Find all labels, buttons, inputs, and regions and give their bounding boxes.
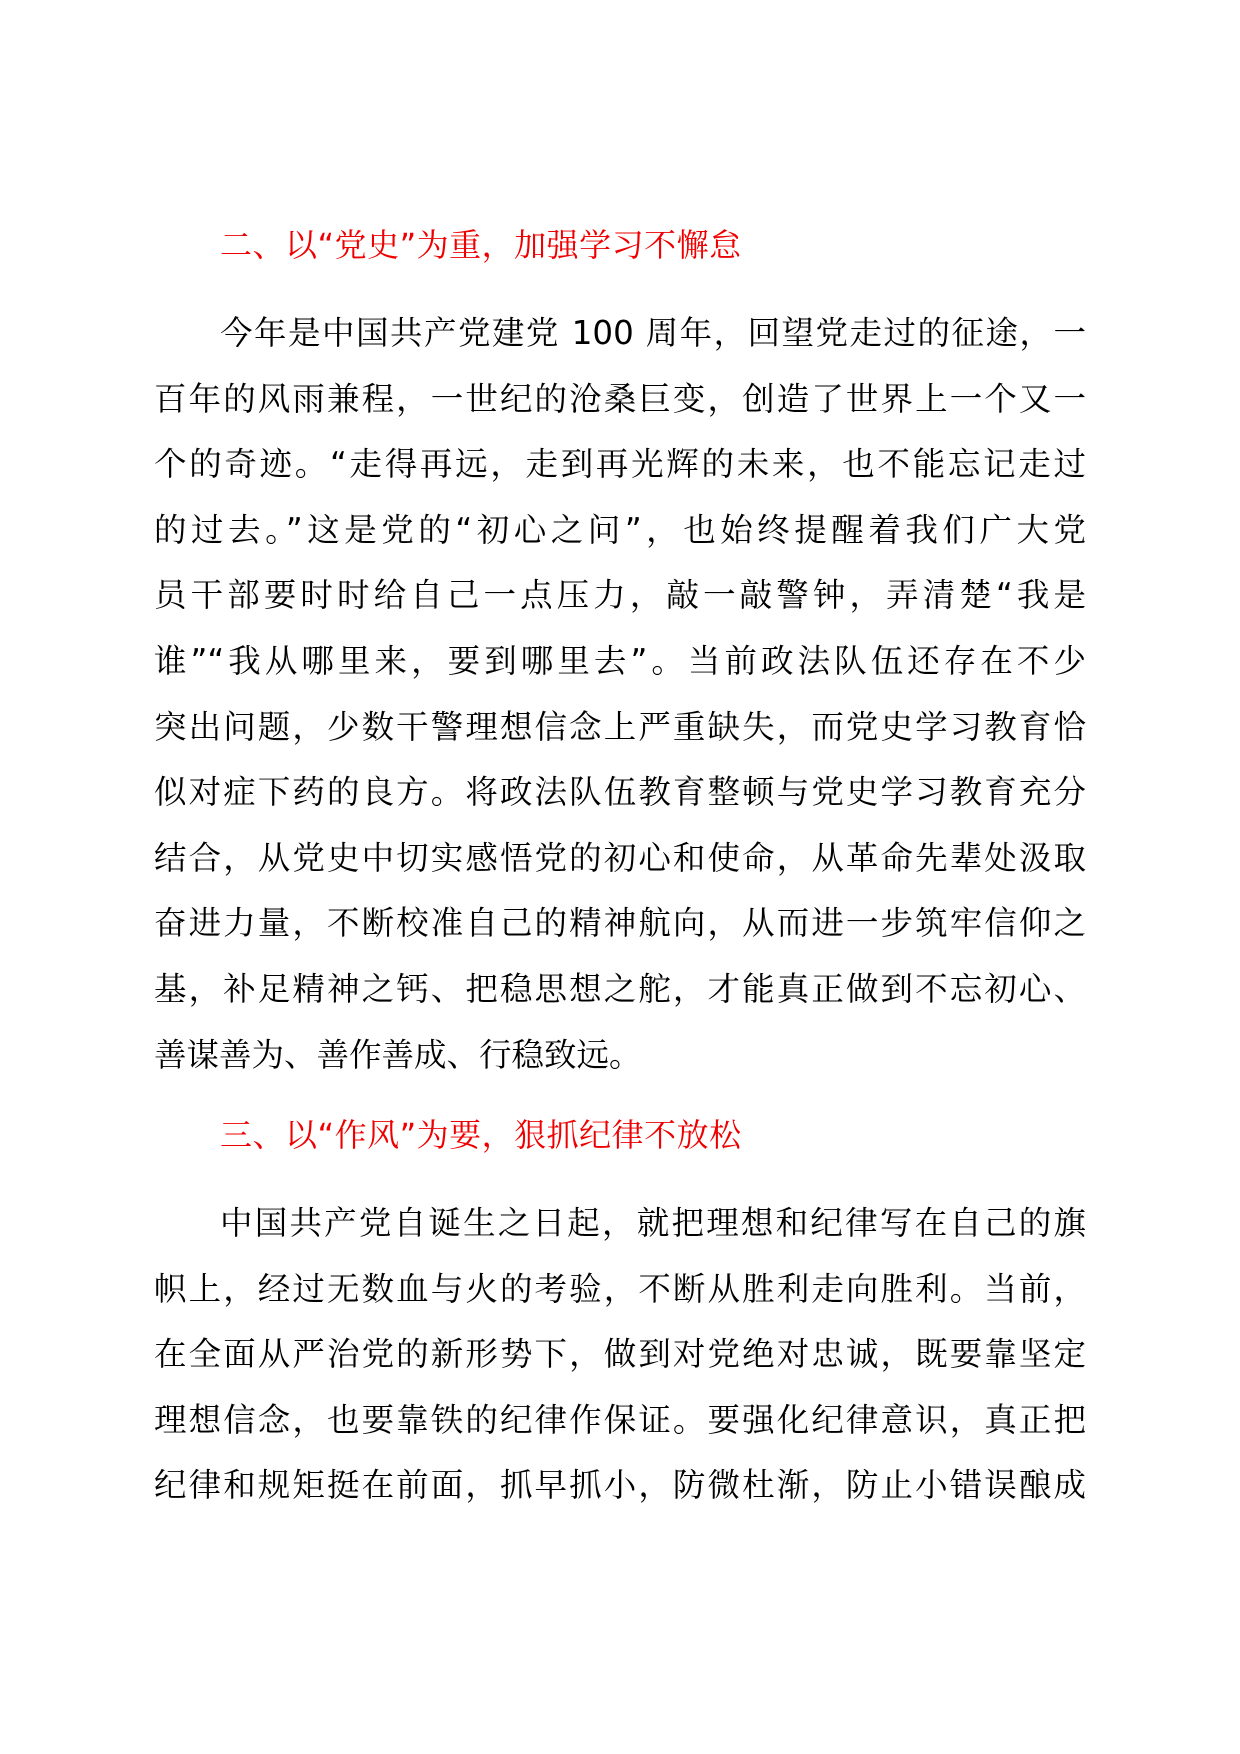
section-heading-3: 三、以“作风”为要，狠抓纪律不放松 <box>220 1116 742 1154</box>
paragraph-line: 帜上，经过无数血与火的考验，不断从胜利走向胜利。当前， <box>154 1269 1086 1308</box>
paragraph-line: 个的奇迹。“走得再远，走到再光辉的未来，也不能忘记走过 <box>154 445 1086 484</box>
paragraph-line: 理想信念，也要靠铁的纪律作保证。要强化纪律意识，真正把 <box>154 1400 1086 1439</box>
paragraph-line: 结合，从党史中切实感悟党的初心和使命，从革命先辈处汲取 <box>154 838 1086 877</box>
paragraph-line: 谁”“我从哪里来，要到哪里去”。当前政法队伍还存在不少 <box>154 641 1086 680</box>
paragraph-line: 基，补足精神之钙、把稳思想之舵，才能真正做到不忘初心、 <box>154 969 1086 1008</box>
section-2-paragraph <box>154 301 1086 1088</box>
paragraph-line: 纪律和规矩挺在前面，抓早抓小，防微杜渐，防止小错误酿成 <box>154 1466 1086 1505</box>
paragraph-line: 的过去。”这是党的“初心之问”，也始终提醒着我们广大党 <box>154 510 1086 549</box>
section-heading-2: 二、以“党史”为重，加强学习不懈怠 <box>220 226 742 264</box>
paragraph-line: 似对症下药的良方。将政法队伍教育整顿与党史学习教育充分 <box>154 773 1086 812</box>
paragraph-line: 奋进力量，不断校准自己的精神航向，从而进一步筑牢信仰之 <box>154 904 1086 943</box>
paragraph-line: 在全面从严治党的新形势下，做到对党绝对忠诚，既要靠坚定 <box>154 1335 1086 1374</box>
paragraph-line: 员干部要时时给自己一点压力，敲一敲警钟，弄清楚“我是 <box>154 576 1086 615</box>
paragraph-line: 今年是中国共产党建党 100 周年，回望党走过的征途，一 <box>220 314 1086 352</box>
paragraph-line: 中国共产党自诞生之日起，就把理想和纪律写在自己的旗 <box>220 1204 1086 1242</box>
section-3-paragraph <box>154 1191 1086 1519</box>
paragraph-line: 百年的风雨兼程，一世纪的沧桑巨变，创造了世界上一个又一 <box>154 379 1086 418</box>
paragraph-line: 突出问题，少数干警理想信念上严重缺失，而党史学习教育恰 <box>154 707 1086 746</box>
paragraph-line: 善谋善为、善作善成、行稳致远。 <box>154 1035 642 1074</box>
